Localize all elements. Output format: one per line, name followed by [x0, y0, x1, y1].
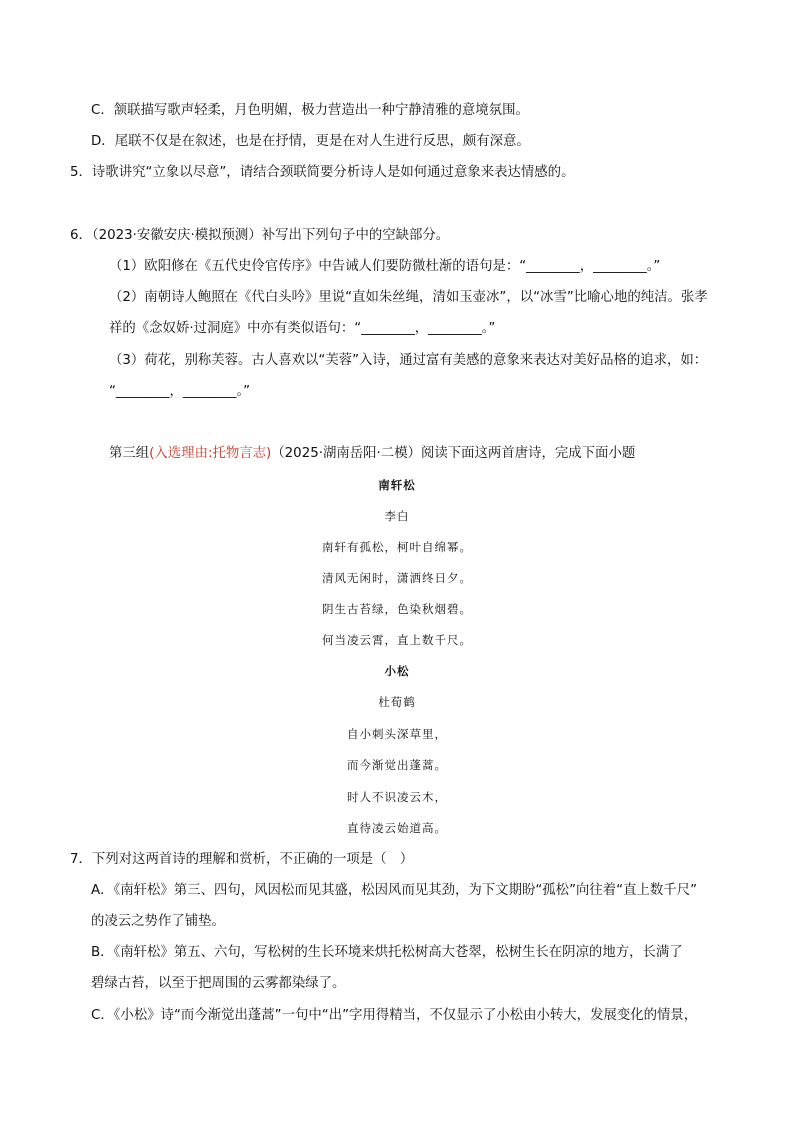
group-3-heading	[109, 445, 635, 463]
poem-2-title: 小松	[384, 664, 410, 678]
poem-1-line: 南轩有孤松，柯叶自绵幂。	[322, 540, 472, 554]
question-5: 5．诗歌讲究“立象以尽意”，请结合颈联简要分析诗人是如何通过意象来表达情感的。	[70, 165, 575, 180]
group-3-prefix: 第三组	[109, 446, 150, 461]
group-3-source: （2025·湖南岳阳·二模）阅读下面这两首唐诗，完成下面小题	[271, 446, 636, 461]
option-b: B．《南轩松》第五、六句，写松树的生长环境来烘托松树高大苍翠，松树生长在阴凉的地方，长满了	[91, 945, 683, 960]
poem-1-title: 南轩松	[378, 478, 416, 492]
question-6-item-3-cont: “________，________。”	[109, 384, 251, 399]
poem-2-line: 时人不识凌云木，	[347, 790, 447, 804]
poem-1-line: 清风无闲时，潇洒终日夕。	[322, 571, 472, 585]
poem-1-author: 李白	[384, 509, 410, 523]
option-d: D．尾联不仅是在叙述，也是在抒情，更是在对人生进行反思，颇有深意。	[91, 134, 530, 149]
poem-1-line: 阴生古苔绿，色染秋烟碧。	[322, 602, 472, 616]
option-a-cont: 的凌云之势作了铺垫。	[91, 914, 225, 929]
option-c: C．《小松》诗“而今渐觉出蓬蒿”一句中“出”字用得精当，不仅显示了小松由小转大，发展变化的情景，	[91, 1008, 698, 1023]
question-6-item-1: （1）欧阳修在《五代史伶官传序》中告诫人们要防微杜渐的语句是：“________，________。”	[109, 259, 661, 274]
poem-2-author: 杜荀鹤	[378, 695, 416, 709]
poem-2-line: 而今渐觉出蓬蒿。	[347, 758, 447, 772]
question-6-stem: 6．（2023·安徽安庆·模拟预测）补写出下列句子中的空缺部分。	[70, 228, 450, 243]
option-b-cont: 碧绿古苔，以至于把周围的云雾都染绿了。	[91, 976, 346, 991]
question-6-item-2: （2）南朝诗人鲍照在《代白头吟》里说“直如朱丝绳，清如玉壶冰”，以“冰雪”比喻心地的纯洁。张孝	[109, 290, 708, 305]
question-6-item-2-cont: 祥的《念奴娇·过洞庭》中亦有类似语句：“________，________。”	[109, 321, 496, 336]
question-7-stem: 7．下列对这两首诗的理解和赏析，不正确的一项是（ ）	[70, 852, 414, 867]
poem-2-line: 直待凌云始道高。	[347, 821, 447, 835]
option-a: A．《南轩松》第三、四句，风因松而见其盛，松因风而见其劲，为下文期盼“孤松”向往着“直上数千尺”	[91, 883, 698, 898]
poem-2-line: 自小刺头深草里，	[347, 727, 447, 741]
poem-1-line: 何当凌云霄，直上数千尺。	[322, 633, 472, 647]
group-3-reason: (入选理由:托物言志)	[149, 446, 272, 461]
question-6-item-3: （3）荷花，别称芙蓉。古人喜欢以“芙蓉”入诗，通过富有美感的意象来表达对美好品格的追求，如：	[109, 353, 708, 368]
option-c: C．颔联描写歌声轻柔，月色明媚，极力营造出一种宁静清雅的意境氛围。	[91, 103, 529, 118]
